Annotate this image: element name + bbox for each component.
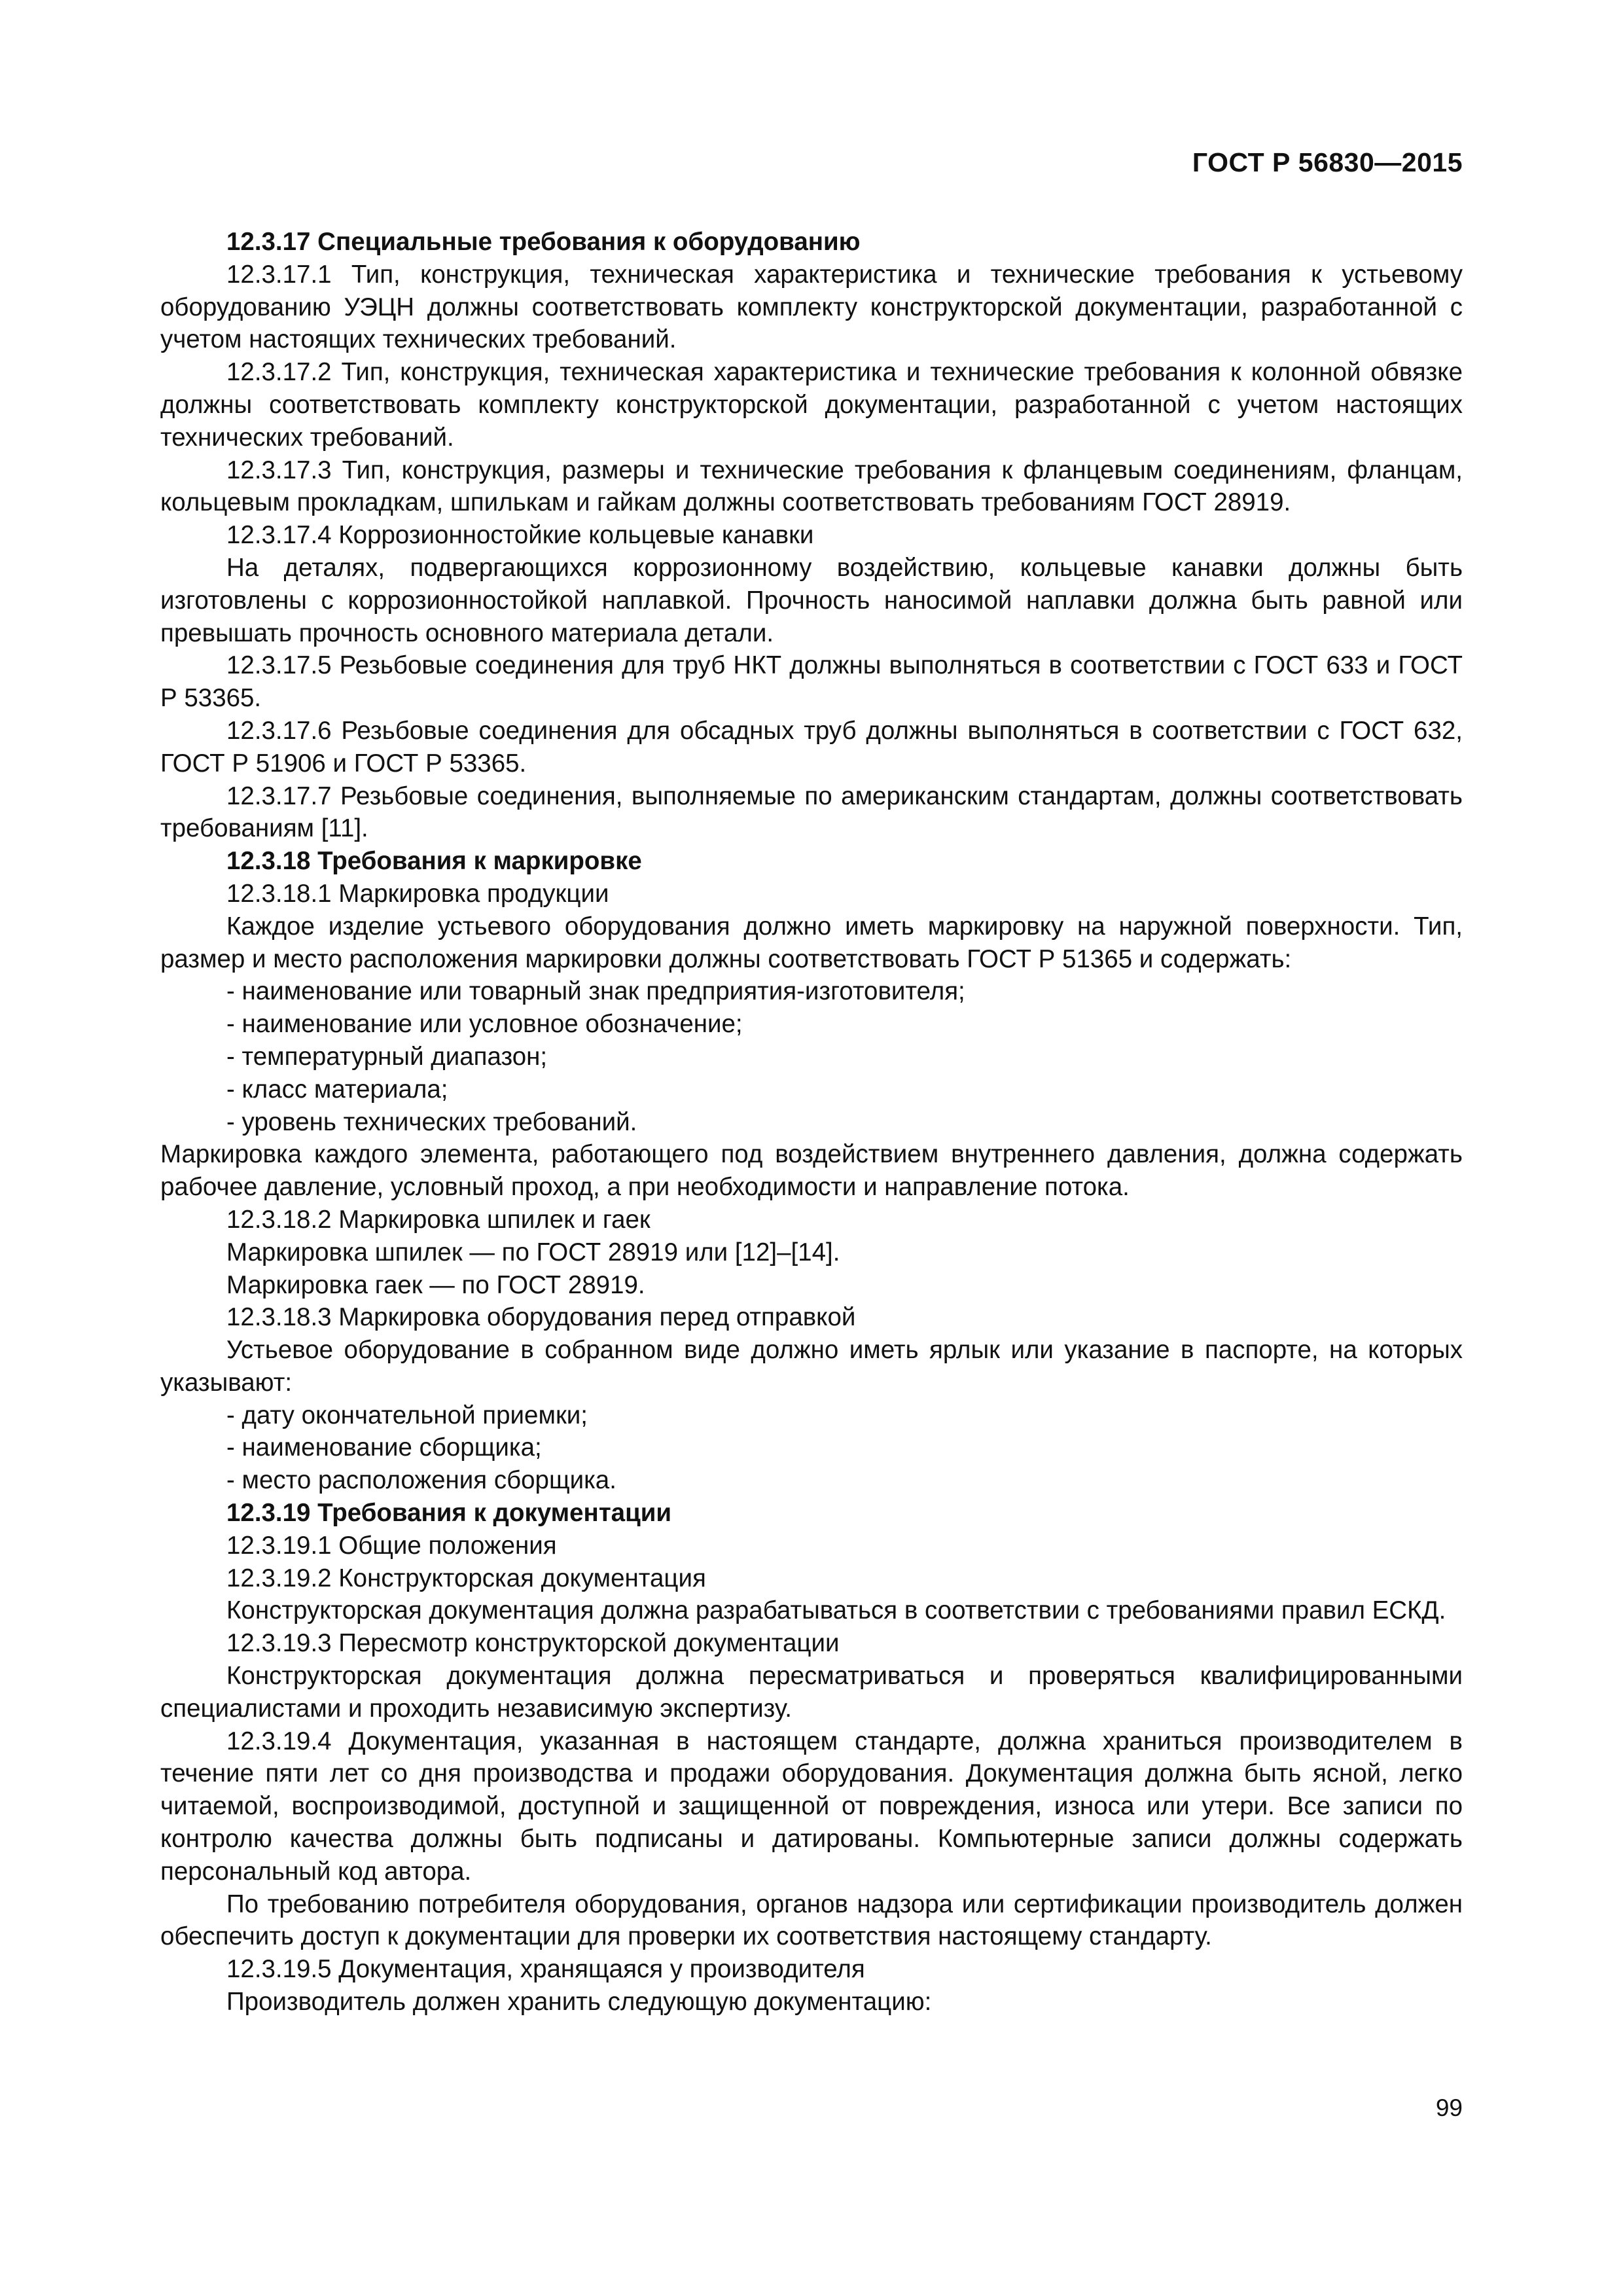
subsection-title: 12.3.18.3 Маркировка оборудования перед отправкой [226, 1303, 856, 1332]
list-item: - наименование или условное обозначение; [160, 1008, 1463, 1041]
paragraph: 12.3.17.7 Резьбовые соединения, выполняемые по американским стандартам, должны соответствовать требованиям [11]. [160, 781, 1463, 843]
section-heading: 12.3.18 Требования к маркировке [226, 847, 642, 876]
subsection-title: 12.3.19.2 Конструкторская документация [226, 1564, 706, 1592]
body-text [160, 226, 1463, 2018]
page-header-doc-id: ГОСТ Р 56830—2015 [1192, 147, 1463, 177]
paragraph: Маркировка гаек — по ГОСТ 28919. [226, 1270, 645, 1299]
list-item: - наименование или товарный знак предприятия-изготовителя; [160, 975, 1463, 1008]
list-item: - место расположения сборщика. [160, 1464, 1463, 1497]
paragraph: 12.3.17.6 Резьбовые соединения для обсадных труб должны выполняться в соответствии с ГОСТ 632, ГОСТ Р 51906 и ГОСТ Р 53365. [160, 716, 1463, 778]
paragraph: 12.3.17.5 Резьбовые соединения для труб НКТ должны выполняться в соответствии с ГОСТ 633 и ГОСТ Р 53365. [160, 651, 1463, 713]
paragraph: 12.3.17.1 Тип, конструкция, техническая характеристика и технические требования к устьевому оборудованию УЭЦН должны соответствовать комплекту конструкторской документации, разработанной с учетом настоящих технических требований. [160, 260, 1463, 354]
paragraph: Устьевое оборудование в собранном виде должно иметь ярлык или указание в паспорте, на которых указывают: [160, 1336, 1463, 1397]
subsection-title: 12.3.19.3 Пересмотр конструкторской документации [226, 1629, 840, 1658]
paragraph: Маркировка шпилек — по ГОСТ 28919 или [12]–[14]. [226, 1238, 840, 1266]
paragraph: 12.3.17.2 Тип, конструкция, техническая характеристика и технические требования к колонной обвязке должны соответствовать комплекту конструкторской документации, разработанной с учетом настоящих технических требований. [160, 358, 1463, 452]
list-item: - дату окончательной приемки; [160, 1399, 1463, 1432]
paragraph: Каждое изделие устьевого оборудования должно иметь маркировку на наружной поверхности. Тип, размер и место расположения маркировки должны соответствовать ГОСТ Р 51365 и содержать: [160, 912, 1463, 973]
list-item: - уровень технических требований. [160, 1106, 1463, 1139]
subsection-title: 12.3.17.4 Коррозионностойкие кольцевые канавки [226, 521, 814, 550]
paragraph: Производитель должен хранить следующую документацию: [226, 1988, 932, 2017]
subsection-title: 12.3.18.1 Маркировка продукции [226, 879, 609, 908]
paragraph: По требованию потребителя оборудования, органов надзора или сертификации производитель должен обеспечить доступ к документации для проверки их соответствия настоящему стандарту. [160, 1890, 1463, 1951]
paragraph: Конструкторская документация должна разрабатываться в соответствии с требованиями правил ЕСКД. [226, 1596, 1446, 1625]
paragraph: Конструкторская документация должна пересматриваться и проверяться квалифицированными специалистами и проходить независимую экспертизу. [160, 1662, 1463, 1723]
subsection-title: 12.3.19.1 Общие положения [226, 1531, 557, 1560]
section-heading: 12.3.17 Специальные требования к оборудованию [226, 228, 861, 256]
list-item: - температурный диапазон; [160, 1041, 1463, 1073]
subsection-title: 12.3.18.2 Маркировка шпилек и гаек [226, 1205, 651, 1234]
subsection-title: 12.3.19.5 Документация, хранящаяся у производителя [226, 1955, 865, 1984]
page-number: 99 [1435, 2094, 1463, 2121]
paragraph: На деталях, подвергающихся коррозионному воздействию, кольцевые канавки должны быть изготовлены с коррозионностойкой наплавкой. Прочность наносимой наплавки должна быть равной или превышать прочность основного материала детали. [160, 553, 1463, 647]
paragraph: 12.3.19.4 Документация, указанная в настоящем стандарте, должна храниться производителем в течение пяти лет со дня производства и продажи оборудования. Документация должна быть ясной, легко читаемой, воспроизводимой, доступной и защищенной от повреждения, износа или утери. Все записи по контролю качества должны быть подписаны и датированы. Компьютерные записи должны содержать персональный код автора. [160, 1727, 1463, 1886]
section-heading: 12.3.19 Требования к документации [226, 1499, 672, 1528]
paragraph: Маркировка каждого элемента, работающего под воздействием внутреннего давления, должна содержать рабочее давление, условный проход, а при необходимости и направление потока. [160, 1140, 1463, 1202]
paragraph: 12.3.17.3 Тип, конструкция, размеры и технические требования к фланцевым соединениям, фланцам, кольцевым прокладкам, шпилькам и гайкам должны соответствовать требованиям ГОСТ 28919. [160, 456, 1463, 517]
list-item: - класс материала; [160, 1073, 1463, 1106]
list-item: - наименование сборщика; [160, 1431, 1463, 1464]
